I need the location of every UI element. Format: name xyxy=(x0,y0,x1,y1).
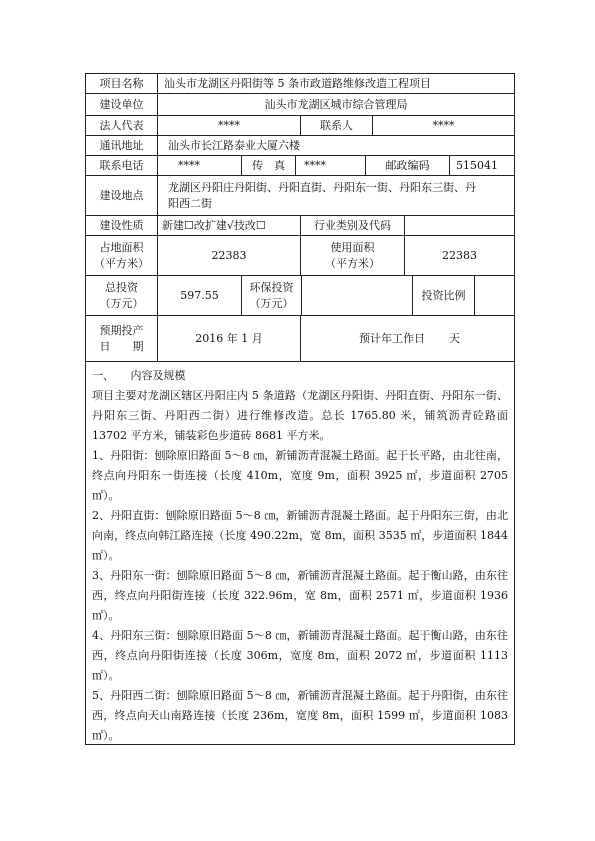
address-label: 通讯地址 xyxy=(86,136,158,155)
industry-label: 行业类别及代码 xyxy=(301,216,405,235)
work-days-unit: 天 xyxy=(449,331,460,345)
content-heading: 一、 内容及规模 xyxy=(92,369,186,382)
content-intro: 项目主要对龙湖区辖区丹阳庄内 5 条道路（龙湖区丹阳街、丹阳直街、丹阳东一街、丹阳东三街、丹阳西二街）进行维修改造。总长 1765.80 米，铺筑沥青砼路面 13702 平方米，铺装彩色步道砖 8681 平方米。 xyxy=(92,389,508,442)
contact-value: **** xyxy=(432,118,455,132)
row-investment xyxy=(86,276,514,316)
land-area-label-line2: （平方米） xyxy=(94,256,149,270)
env-invest-label-line1: 环保投资 xyxy=(249,280,294,294)
invest-ratio-label: 投资比例 xyxy=(413,276,475,315)
land-area-value: 22383 xyxy=(158,236,301,275)
site-line-1: 龙湖区丹阳庄丹阳街、丹阳直街、丹阳东一街、丹阳东三街、丹 xyxy=(168,180,476,194)
total-invest-label-line2: （万元） xyxy=(99,296,144,310)
work-days-cell xyxy=(301,316,514,361)
project-name-value: 汕头市龙湖区丹阳街等 5 条市政道路维修改造工程项目 xyxy=(164,76,431,90)
land-area-label-line1: 占地面积 xyxy=(99,240,144,254)
builder-value: 汕头市龙湖区城市综合管理局 xyxy=(264,97,408,111)
row-legal-contact xyxy=(86,116,514,136)
postcode-value: 515041 xyxy=(456,158,498,172)
content-item: 2、丹阳直街：刨除原旧路面 5～8 ㎝，新铺沥青混凝土路面。起于丹阳东三街，由北向南，终点向韩江路连接（长度 490.22m，宽 8m，面积 3535 ㎡，步道面积 1844 ㎡）。 xyxy=(92,509,508,562)
env-invest-label-line2: （万元） xyxy=(249,296,294,310)
row-phone xyxy=(86,156,514,176)
nature-label: 建设性质 xyxy=(86,216,158,235)
legal-rep-label: 法人代表 xyxy=(86,116,158,135)
phone-label: 联系电话 xyxy=(86,156,158,175)
site-label: 建设地点 xyxy=(86,176,158,215)
prod-date-label-line2: 日 期 xyxy=(99,339,144,353)
content-item: 5、丹阳西二街：刨除原旧路面 5～8 ㎝，新铺沥青混凝土路面。起于丹阳街，由东往西，终点向天山南路连接（长度 236m，宽度 8m，面积 1599 ㎡，步道面积 1083 ㎡）。 xyxy=(92,689,508,742)
project-name-label: 项目名称 xyxy=(86,74,158,93)
use-area-label xyxy=(301,236,405,275)
prod-date-label-line1: 预期投产 xyxy=(99,323,144,337)
env-invest-value xyxy=(302,276,413,315)
land-area-label xyxy=(86,236,158,275)
prod-date-label xyxy=(86,316,158,361)
use-area-label-line1: 使用面积 xyxy=(330,240,375,254)
content-item: 1、丹阳街：刨除原旧路面 5～8 ㎝，新铺沥青混凝土路面。起于长平路，由北往南，终点向丹阳东一街连接（长度 410m，宽度 9m，面积 3925 ㎡，步道面积 2705 ㎡）。 xyxy=(92,449,508,502)
row-area xyxy=(86,236,514,276)
content-section xyxy=(86,364,514,744)
invest-ratio-value xyxy=(475,276,514,315)
total-invest-label-line1: 总投资 xyxy=(105,280,138,294)
row-project-name xyxy=(86,74,514,94)
fax-label: 传 真 xyxy=(242,156,296,175)
site-value xyxy=(158,176,514,215)
nature-value: 新建☐改扩建√技改☐ xyxy=(158,216,301,235)
address-value: 汕头市长江路泰业大厦六楼 xyxy=(168,138,300,152)
content-item: 4、丹阳东三街：刨除原旧路面 5～8 ㎝，新铺沥青混凝土路面。起于衡山路，由东往西，终点向丹阳街连接（长度 306m，宽度 8m，面积 2072 ㎡，步道面积 1113 ㎡）。 xyxy=(92,629,508,682)
row-production xyxy=(86,316,514,362)
row-site xyxy=(86,176,514,216)
fax-value: **** xyxy=(296,156,366,175)
prod-date-value: 2016 年 1 月 xyxy=(158,316,301,361)
use-area-label-line2: （平方米） xyxy=(325,256,380,270)
row-builder xyxy=(86,94,514,116)
contact-label: 联系人 xyxy=(301,116,373,135)
project-info-table xyxy=(85,73,515,745)
builder-label: 建设单位 xyxy=(86,94,158,115)
postcode-label: 邮政编码 xyxy=(366,156,450,175)
total-invest-value: 597.55 xyxy=(158,276,242,315)
content-item: 3、丹阳东一街：刨除原旧路面 5～8 ㎝，新铺沥青混凝土路面。起于衡山路，由东往西，终点向丹阳街连接（长度 322.96m，宽 8m，面积 2571 ㎡，步道面积 1936 ㎡）。 xyxy=(92,569,508,622)
site-line-2: 阳西二街 xyxy=(168,196,212,210)
use-area-value: 22383 xyxy=(442,248,477,262)
row-nature xyxy=(86,216,514,236)
industry-value xyxy=(405,216,514,235)
total-invest-label xyxy=(86,276,158,315)
row-address xyxy=(86,136,514,156)
phone-value: **** xyxy=(158,156,242,175)
env-invest-label xyxy=(242,276,302,315)
work-days-label: 预计年工作日 xyxy=(359,331,425,345)
legal-rep-value: **** xyxy=(158,116,301,135)
